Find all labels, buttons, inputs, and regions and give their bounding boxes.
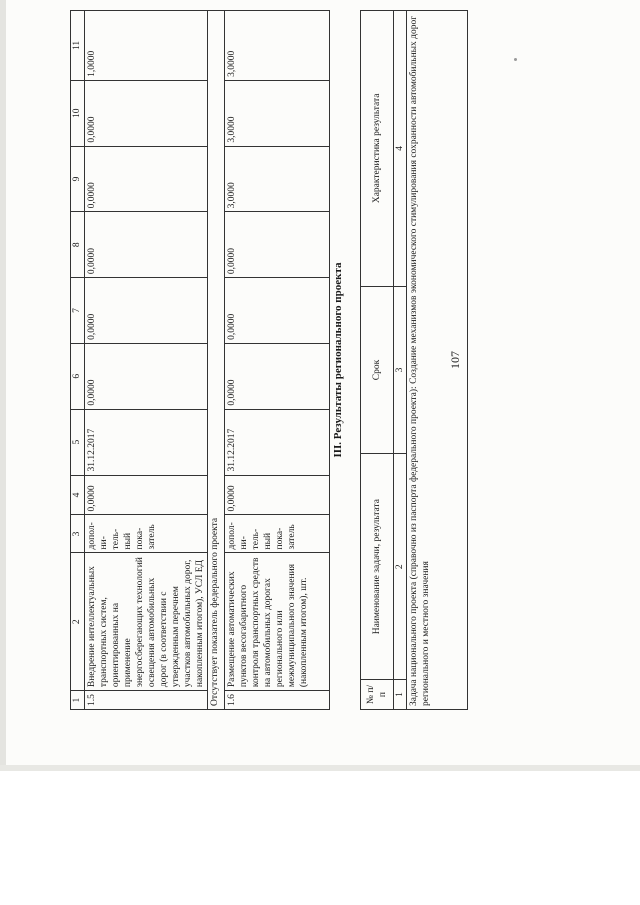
col-number: 2: [394, 454, 407, 680]
col-header: 8: [71, 212, 85, 278]
year-value: 3,0000: [225, 80, 330, 146]
section-note: Отсутствует показатель федерального проекта: [208, 11, 225, 710]
col-header-num: № п/п: [361, 680, 394, 710]
col-header-term: Срок: [361, 286, 394, 454]
indicator-name: Внедрение интеллектуальных транспортных систем, ориентированных на применение энергосберегающих технологий освещения автомобильных дорог (в соответствии с утвержденным перечнем участков автомобильных дорог, накопленным итогом), УСЛ ЕД: [85, 553, 208, 691]
col-header: 10: [71, 80, 85, 146]
indicator-name: Размещение автоматических пунктов весогабаритного контроля транспортных средств на автомобильных дорогах регионального или межмуниципального значения (накопленным итогом), шт.: [225, 553, 330, 691]
scan-bottom-edge: [0, 765, 640, 771]
year-value: 0,0000: [85, 278, 208, 344]
scan-left-edge: [0, 0, 6, 770]
col-header: 3: [71, 515, 85, 553]
results-number-row: [394, 11, 407, 710]
col-header: 11: [71, 11, 85, 81]
indicator-row-1-6: [225, 11, 330, 710]
year-value: 0,0000: [85, 146, 208, 212]
col-number: 1: [394, 680, 407, 710]
results-task-row: [407, 11, 468, 710]
col-header: 4: [71, 475, 85, 515]
col-number: 4: [394, 11, 407, 287]
col-number: 3: [394, 286, 407, 454]
base-date: 31.12.2017: [225, 409, 330, 475]
indicator-type: допол-ни-тель-ный пока-затель: [85, 515, 208, 553]
col-header: 6: [71, 343, 85, 409]
base-value: 0,0000: [85, 475, 208, 515]
rotated-document-page: [70, 10, 510, 710]
year-value: 0,0000: [85, 343, 208, 409]
scan-speck: [514, 58, 517, 61]
year-value: 0,0000: [225, 278, 330, 344]
results-table: [360, 10, 468, 710]
col-header: 9: [71, 146, 85, 212]
year-value: 3,0000: [225, 11, 330, 81]
col-header: 5: [71, 409, 85, 475]
results-header-row: [361, 11, 394, 710]
section-title: III. Результаты регионального проекта: [332, 262, 344, 458]
year-value: 0,0000: [225, 343, 330, 409]
indicators-table: [70, 10, 330, 710]
section-note-row: [208, 11, 225, 710]
indicator-row-1-5: [85, 11, 208, 710]
indicator-type: допол-ни-тель-ный пока-затель: [225, 515, 330, 553]
col-header-characteristic: Характеристика результата: [361, 11, 394, 287]
year-value: 0,0000: [225, 212, 330, 278]
col-header-name: Наименование задачи, результата: [361, 454, 394, 680]
base-value: 0,0000: [225, 475, 330, 515]
task-text: Задача национального проекта (справочно из паспорта федерального проекта): Создание механизмов экономического стимулирования сохранности автомобильных дорог регионального и местного значения: [407, 11, 468, 710]
year-value: 0,0000: [85, 212, 208, 278]
indicators-header-row: [71, 11, 85, 710]
year-value: 3,0000: [225, 146, 330, 212]
col-header: 7: [71, 278, 85, 344]
base-date: 31.12.2017: [85, 409, 208, 475]
year-value: 0,0000: [85, 80, 208, 146]
row-number: 1.5: [85, 691, 208, 710]
col-header: 2: [71, 553, 85, 691]
page-number: 107: [448, 351, 462, 369]
row-number: 1.6: [225, 691, 330, 710]
col-header: 1: [71, 691, 85, 710]
year-value: 1,0000: [85, 11, 208, 81]
